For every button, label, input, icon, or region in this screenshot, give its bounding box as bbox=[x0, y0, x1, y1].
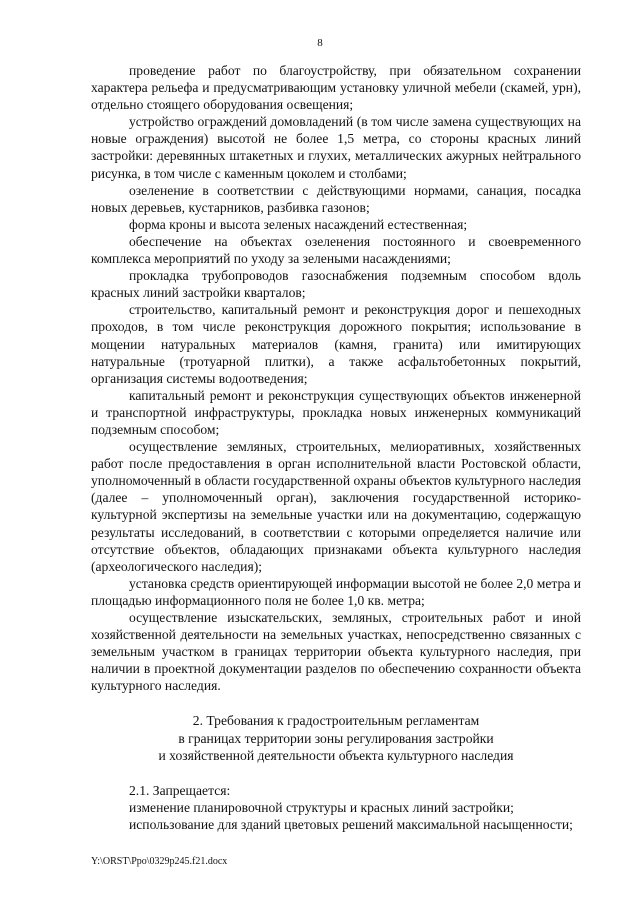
paragraph: озеленение в соответствии с действующими нормами, санация, посадка новых деревьев, кустарников, разбивка газонов; bbox=[91, 182, 581, 215]
paragraph: строительство, капитальный ремонт и реконструкция дорог и пешеходных проходов, в том числе реконструкция дорожного покрытия; использование в мощении натуральных материалов (камня, гранита) или имитирующих натуральные (тротуарной плитки), а также асфальтобетонных покрытий, организация системы водоотведения; bbox=[91, 302, 581, 386]
heading-line: и хозяйственной деятельности объекта культурного наследия bbox=[158, 747, 514, 763]
heading-line: в границах территории зоны регулирования застройки bbox=[178, 730, 494, 746]
paragraph: установка средств ориентирующей информации высотой не более 2,0 метра и площадью информационного поля не более 1,0 кв. метра; bbox=[91, 575, 581, 608]
footer-file-path: Y:\ORST\Ppo\0329p245.f21.docx bbox=[91, 856, 228, 867]
paragraph: форма кроны и высота зеленых насаждений естественная; bbox=[129, 216, 468, 232]
paragraph: осуществление изыскательских, земляных, строительных работ и иной хозяйственной деятельности на земельных участках, непосредственно связанных с земельным участком в границах территории объекта культурного наследия, при наличии в проектной документации разделов по обеспечению сохранности объекта культурного наследия. bbox=[91, 610, 581, 694]
paragraph: проведение работ по благоустройству, при обязательном сохранении характера рельефа и предусматривающим установку уличной мебели (скамей, урн), отдельно стоящего оборудования освещения; bbox=[91, 63, 581, 113]
paragraph: использование для зданий цветовых решений максимальной насыщенности; bbox=[129, 816, 573, 832]
paragraph: изменение планировочной структуры и красных линий застройки; bbox=[129, 799, 514, 815]
paragraph: обеспечение на объектах озеленения постоянного и своевременного комплекса мероприятий по уходу за зелеными насаждениями; bbox=[91, 233, 581, 267]
section-heading bbox=[91, 712, 581, 763]
document-body bbox=[91, 62, 581, 833]
paragraph: прокладка трубопроводов газоснабжения подземным способом вдоль красных линий застройки кварталов; bbox=[91, 268, 581, 301]
paragraph: капитальный ремонт и реконструкция существующих объектов инженерной и транспортной инфраструктуры, прокладка новых инженерных коммуникаций подземным способом; bbox=[91, 387, 581, 437]
paragraph: 2.1. Запрещается: bbox=[129, 782, 231, 798]
heading-line: 2. Требования к градостроительным регламентам bbox=[192, 713, 480, 729]
paragraph: осуществление земляных, строительных, мелиоративных, хозяйственных работ после предоставления в орган исполнительной власти Ростовской области, уполномоченный в области государственной охраны объектов культурного наследия (далее – уполномоченный орган), заключения государственной историко-культурной экспертизы на земельные участки или на документацию, содержащую результаты исследований, в соответствии с которыми определяется наличие или отсутствие объектов, обладающих признаками объекта культурного наследия (археологического наследия); bbox=[91, 439, 581, 574]
paragraph: устройство ограждений домовладений (в том числе замена существующих на новые ограждения) высотой не более 1,5 метра, со стороны красных линий застройки: деревянных штакетных и глухих, металлических ажурных нейтрального рисунка, в том числе с каменным цоколем и столбами; bbox=[91, 114, 581, 181]
page-number: 8 bbox=[317, 37, 323, 49]
